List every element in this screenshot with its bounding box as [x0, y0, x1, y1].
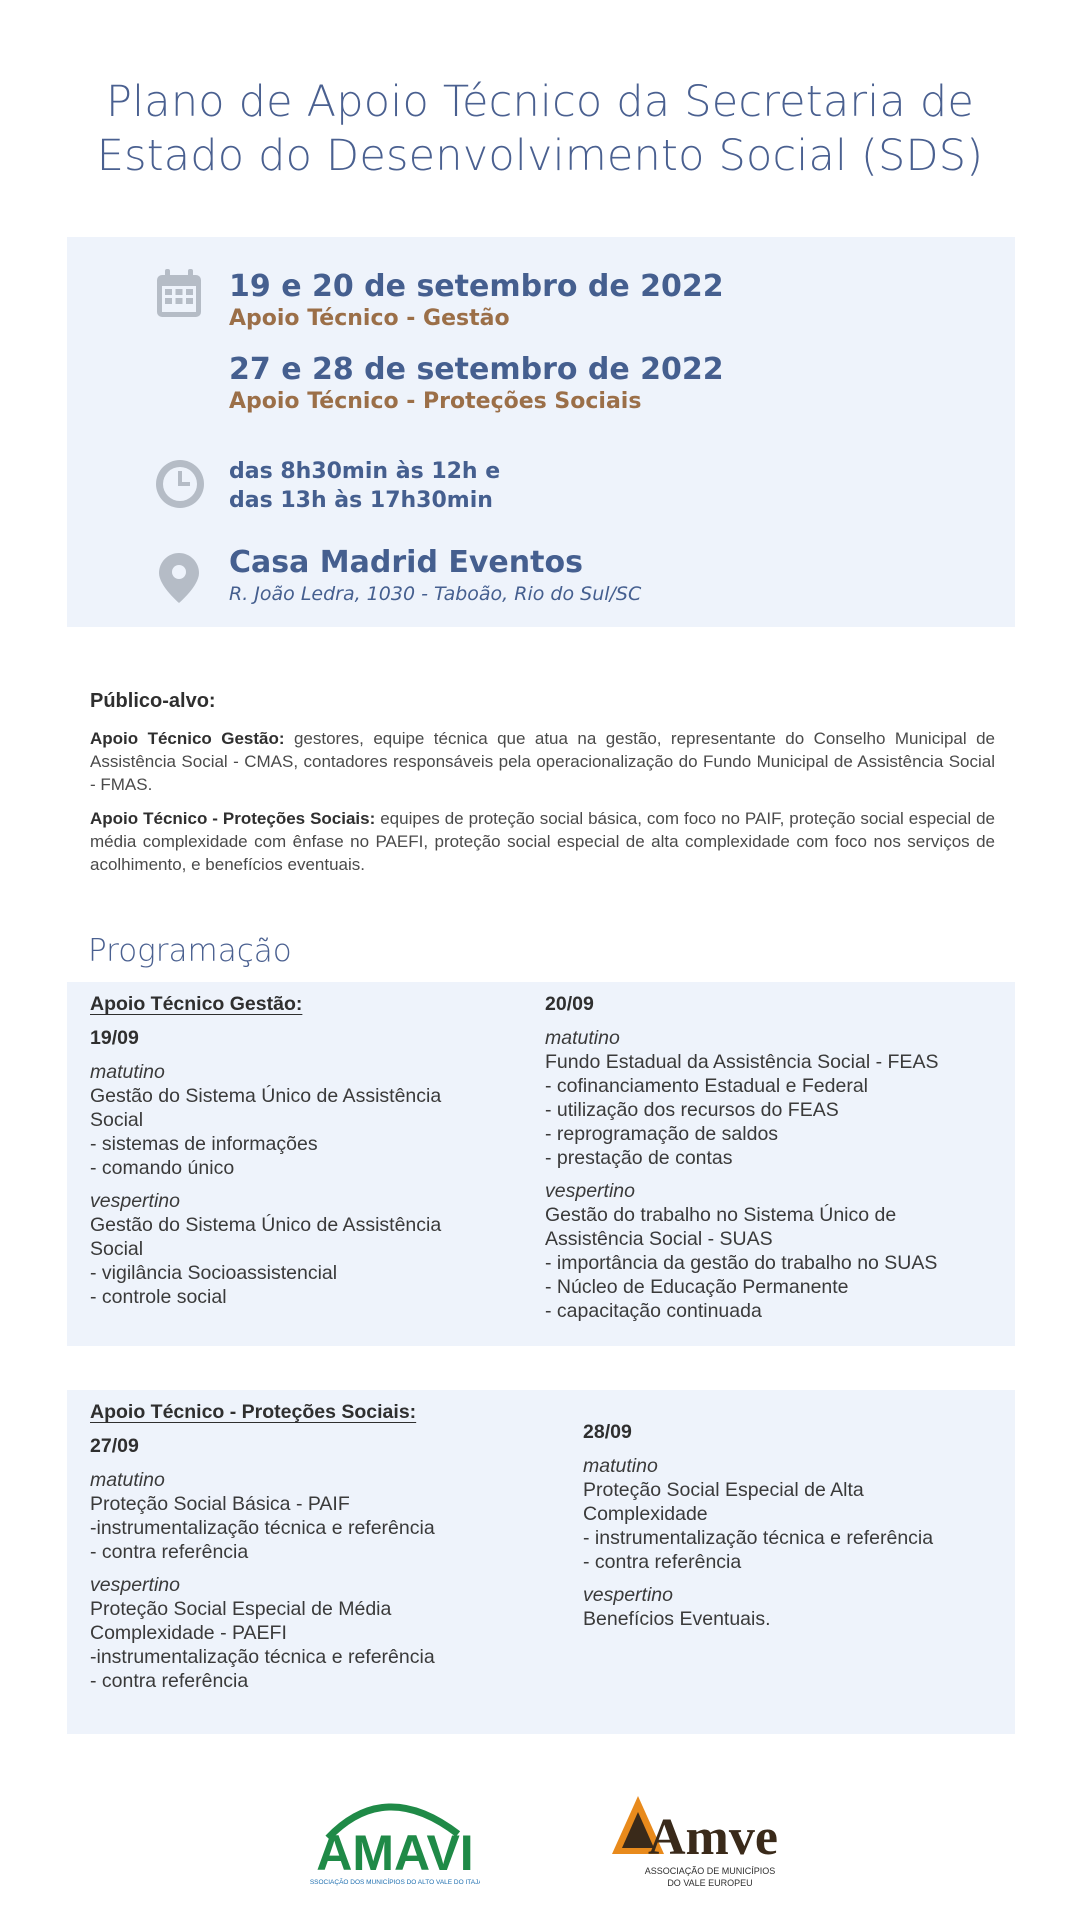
period-lines — [90, 1597, 520, 1693]
schedule-gestao-heading: Apoio Técnico Gestão: — [90, 993, 303, 1015]
period-label: matutino — [90, 1469, 165, 1491]
clock-icon — [155, 459, 205, 509]
amve-logo-text: Amve — [648, 1809, 778, 1866]
period-lines — [90, 1213, 520, 1309]
schedule-line: Gestão do trabalho no Sistema Único de — [545, 1204, 897, 1226]
schedule-line: - contra referência — [90, 1670, 249, 1692]
schedule-gestao-box — [67, 982, 1015, 1346]
schedule-line: Social — [90, 1238, 144, 1260]
schedule-line: - vigilância Socioassistencial — [90, 1262, 338, 1284]
amavi-logo-subtext: ASSOCIAÇÃO DOS MUNICÍPIOS DO ALTO VALE DO ITAJAÍ — [310, 1879, 480, 1886]
period-lines — [545, 1050, 1010, 1170]
schedule-line: - instrumentalização técnica e referência — [583, 1527, 934, 1549]
schedule-line: - prestação de contas — [545, 1147, 733, 1169]
schedule-line: - Núcleo de Educação Permanente — [545, 1276, 849, 1298]
period-label: vespertino — [90, 1574, 180, 1596]
schedule-line: - reprogramação de saldos — [545, 1123, 779, 1145]
amve-logo-subtext-1: ASSOCIAÇÃO DE MUNICÍPIOS — [644, 1866, 776, 1876]
amve-logo-graphic — [610, 1790, 785, 1895]
schedule-protecoes-box — [67, 1390, 1015, 1734]
period-lines — [583, 1607, 1008, 1631]
schedule-line: - importância da gestão do trabalho no SUAS — [545, 1252, 938, 1274]
schedule-date: 20/09 — [545, 993, 594, 1015]
schedule-protecoes-heading: Apoio Técnico - Proteções Sociais: — [90, 1401, 417, 1423]
schedule-gestao-left — [90, 992, 520, 1318]
schedule-date: 27/09 — [90, 1435, 139, 1457]
schedule-protecoes-left — [90, 1400, 520, 1702]
schedule-line: Benefícios Eventuais. — [583, 1608, 771, 1630]
schedule-line: Proteção Social Especial de Média — [90, 1598, 392, 1620]
target-audience-protecoes: Apoio Técnico - Proteções Sociais: equipes de proteção social básica, com foco no PAIF, proteção social especial de média complexidade com ênfase no PAEFI, proteção social especial de alta complexidade com foco nos serviços de acolhimento, e benefícios eventuais. — [90, 809, 996, 874]
schedule-line: - comando único — [90, 1157, 235, 1179]
period-lines — [545, 1203, 1010, 1323]
schedule-line: Complexidade — [583, 1503, 708, 1525]
period-label: matutino — [583, 1455, 658, 1477]
schedule-protecoes-right — [583, 1420, 1008, 1640]
venue-address: R. João Ledra, 1030 - Taboão, Rio do Sul/SC — [229, 583, 642, 605]
time-afternoon: das 13h às 17h30min — [229, 488, 493, 513]
schedule-line: Social — [90, 1109, 144, 1131]
schedule-line: - controle social — [90, 1286, 227, 1308]
period-label: vespertino — [90, 1190, 180, 1212]
amavi-logo-graphic — [310, 1790, 480, 1890]
time-morning: das 8h30min às 12h e — [229, 459, 501, 484]
period-label: vespertino — [583, 1584, 673, 1606]
date-range-protecoes: 27 e 28 de setembro de 2022 — [229, 352, 724, 387]
subtitle-protecoes: Apoio Técnico - Proteções Sociais — [229, 389, 642, 414]
calendar-icon — [155, 269, 203, 319]
schedule-line: -instrumentalização técnica e referência — [90, 1517, 435, 1539]
target-audience-gestao: Apoio Técnico Gestão: gestores, equipe técnica que atua na gestão, representante do Conselho Municipal de Assistência Social - CMAS, contadores responsáveis pela operacionalização do Fundo Municipal de Assistência Social - FMAS. — [90, 729, 995, 794]
venue-name: Casa Madrid Eventos — [229, 545, 583, 580]
schedule-date: 19/09 — [90, 1027, 139, 1049]
period-lines — [90, 1084, 520, 1180]
page-title — [60, 75, 1020, 183]
event-info-box — [67, 237, 1015, 627]
amavi-logo-text: AMAVI — [316, 1825, 474, 1881]
schedule-line: Proteção Social Básica - PAIF — [90, 1493, 350, 1515]
schedule-line: - capacitação continuada — [545, 1300, 762, 1322]
schedule-line: -instrumentalização técnica e referência — [90, 1646, 435, 1668]
schedule-gestao-right — [545, 992, 1010, 1332]
schedule-line: - utilização dos recursos do FEAS — [545, 1099, 839, 1121]
schedule-line: Fundo Estadual da Assistência Social - FEAS — [545, 1051, 939, 1073]
period-label: matutino — [545, 1027, 620, 1049]
period-lines — [583, 1478, 1008, 1574]
target-audience-section — [90, 690, 995, 887]
schedule-line: - cofinanciamento Estadual e Federal — [545, 1075, 869, 1097]
schedule-line: Complexidade - PAEFI — [90, 1622, 287, 1644]
target-audience-title: Público-alvo: — [90, 690, 216, 712]
schedule-line: Gestão do Sistema Único de Assistência — [90, 1214, 442, 1236]
schedule-date: 28/09 — [583, 1421, 632, 1443]
subtitle-gestao: Apoio Técnico - Gestão — [229, 306, 510, 331]
date-range-gestao: 19 e 20 de setembro de 2022 — [229, 269, 724, 304]
location-pin-icon — [159, 553, 199, 603]
schedule-line: - contra referência — [90, 1541, 249, 1563]
amve-logo-subtext-2: DO VALE EUROPEU — [667, 1878, 753, 1888]
period-lines — [90, 1492, 520, 1564]
amavi-logo — [310, 1790, 480, 1890]
period-label: vespertino — [545, 1180, 635, 1202]
schedule-line: Proteção Social Especial de Alta — [583, 1479, 864, 1501]
period-label: matutino — [90, 1061, 165, 1083]
title-line-2: Estado do Desenvolvimento Social (SDS) — [96, 131, 984, 181]
amve-logo — [610, 1790, 785, 1895]
schedule-line: - sistemas de informações — [90, 1133, 318, 1155]
programacao-heading: Programação — [88, 933, 292, 969]
title-line-1: Plano de Apoio Técnico da Secretaria de — [106, 77, 974, 127]
schedule-line: - contra referência — [583, 1551, 742, 1573]
schedule-line: Assistência Social - SUAS — [545, 1228, 773, 1250]
schedule-line: Gestão do Sistema Único de Assistência — [90, 1085, 442, 1107]
